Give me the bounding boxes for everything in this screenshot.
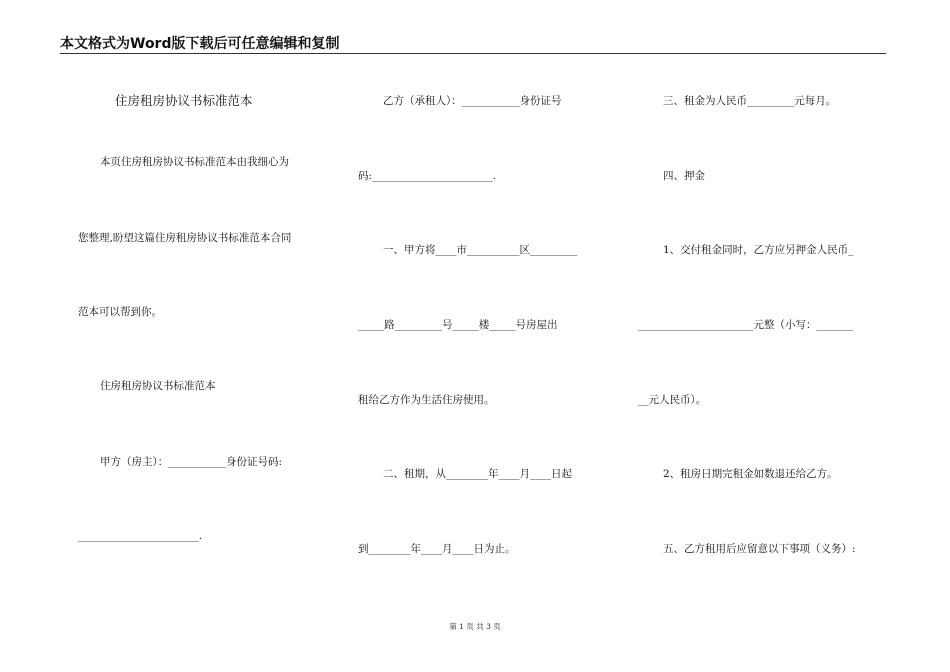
document-header: 本文格式为Word版下载后可任意编辑和复制: [60, 36, 340, 52]
blank-line: _______________________.: [78, 530, 203, 542]
document-title: 住房租房协议书标准范本: [115, 93, 253, 108]
term-end-line: 到________年____月____日为止。: [358, 543, 516, 555]
header-divider: [60, 53, 886, 54]
deposit-rmb-line: __元人民币）。: [638, 394, 707, 406]
clause-3-line: 三、租金为人民币_________元每月。: [663, 95, 837, 107]
section-heading: 住房租房协议书标准范本: [100, 380, 216, 392]
clause-1-line: 一、甲方将____市__________区_________: [383, 244, 578, 256]
id-number-line: 码:_______________________.: [358, 170, 497, 182]
paragraph-line: 您整理,盼望这篇住房租房协议书标准范本合同: [78, 232, 292, 244]
deposit-line: 1、交付租金同时，乙方应另押金人民币_: [663, 244, 854, 256]
clause-4-heading: 四、押金: [663, 170, 705, 182]
party-b-line: 乙方（承租人）：___________身份证号: [383, 95, 562, 107]
usage-line: 租给乙方作为生活住房使用。: [358, 394, 495, 406]
clause-2-line: 二、租期，从________年____月____日起: [383, 468, 572, 480]
address-line: _____路_________号_____楼_____号房屋出: [358, 319, 558, 331]
paragraph-line: 本页住房租房协议书标准范本由我细心为: [100, 156, 289, 168]
page-number: 第 1 页 共 3 页: [449, 622, 501, 631]
clause-5-line: 五、乙方租用后应留意以下事项（义务）:: [663, 543, 856, 555]
deposit-amount-line: ______________________元整（小写：_______: [638, 319, 854, 331]
party-a-line: 甲方（房主）：___________身份证号码:: [100, 456, 283, 468]
paragraph-line: 范本可以帮到你。: [78, 306, 162, 318]
refund-line: 2、租房日期完租金如数退还给乙方。: [663, 468, 838, 480]
